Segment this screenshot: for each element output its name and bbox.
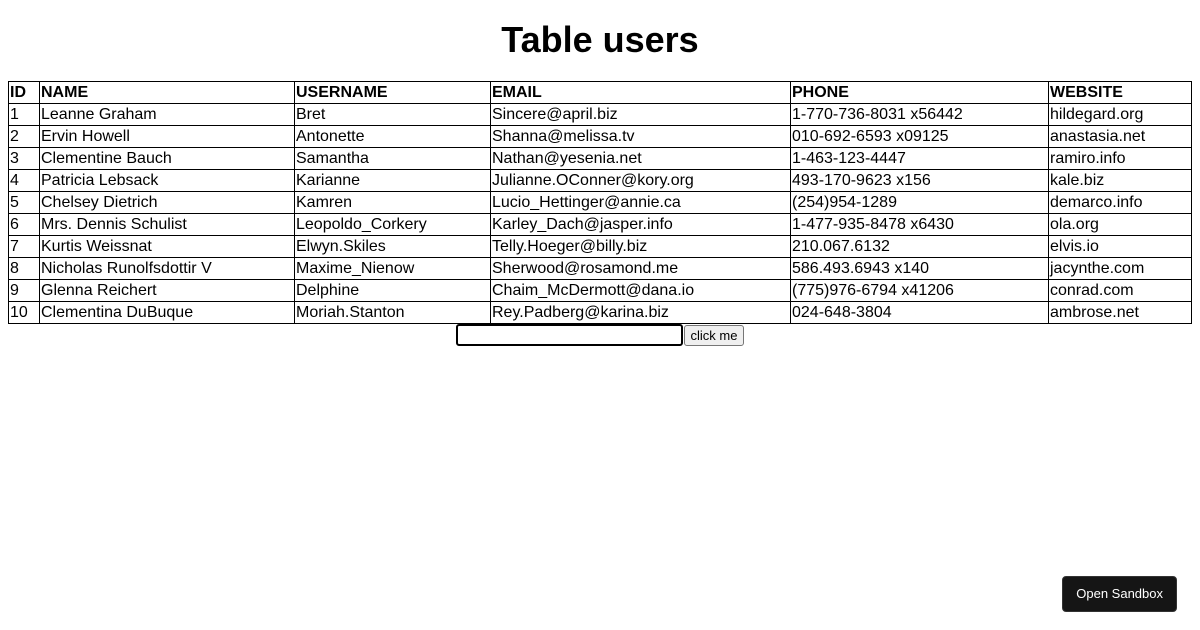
column-header-id: ID — [9, 82, 40, 104]
cell-website: conrad.com — [1049, 280, 1192, 302]
cell-username: Moriah.Stanton — [295, 302, 491, 324]
click-me-button[interactable]: click me — [684, 325, 745, 346]
cell-username: Samantha — [295, 148, 491, 170]
cell-website: demarco.info — [1049, 192, 1192, 214]
cell-username: Kamren — [295, 192, 491, 214]
table-row — [9, 302, 1192, 324]
cell-username: Karianne — [295, 170, 491, 192]
table-row — [9, 280, 1192, 302]
table-row — [9, 148, 1192, 170]
cell-id: 4 — [9, 170, 40, 192]
cell-phone: 493-170-9623 x156 — [791, 170, 1049, 192]
table-row — [9, 192, 1192, 214]
cell-email: Sherwood@rosamond.me — [491, 258, 791, 280]
cell-id: 10 — [9, 302, 40, 324]
text-input[interactable] — [456, 324, 683, 346]
column-header-phone: PHONE — [791, 82, 1049, 104]
cell-email: Nathan@yesenia.net — [491, 148, 791, 170]
cell-email: Karley_Dach@jasper.info — [491, 214, 791, 236]
cell-website: kale.biz — [1049, 170, 1192, 192]
column-header-email: EMAIL — [491, 82, 791, 104]
cell-email: Rey.Padberg@karina.biz — [491, 302, 791, 324]
cell-username: Elwyn.Skiles — [295, 236, 491, 258]
cell-id: 8 — [9, 258, 40, 280]
cell-phone: (775)976-6794 x41206 — [791, 280, 1049, 302]
users-table — [8, 81, 1192, 324]
table-row — [9, 236, 1192, 258]
cell-phone: 024-648-3804 — [791, 302, 1049, 324]
column-header-name: NAME — [40, 82, 295, 104]
cell-website: ola.org — [1049, 214, 1192, 236]
cell-name: Ervin Howell — [40, 126, 295, 148]
cell-email: Julianne.OConner@kory.org — [491, 170, 791, 192]
cell-name: Chelsey Dietrich — [40, 192, 295, 214]
cell-name: Clementina DuBuque — [40, 302, 295, 324]
table-row — [9, 214, 1192, 236]
input-form — [0, 324, 1200, 346]
table-header-row — [9, 82, 1192, 104]
cell-name: Nicholas Runolfsdottir V — [40, 258, 295, 280]
cell-id: 9 — [9, 280, 40, 302]
column-header-website: WEBSITE — [1049, 82, 1192, 104]
cell-phone: 010-692-6593 x09125 — [791, 126, 1049, 148]
cell-name: Leanne Graham — [40, 104, 295, 126]
cell-phone: 1-463-123-4447 — [791, 148, 1049, 170]
table-row — [9, 170, 1192, 192]
table-row — [9, 126, 1192, 148]
cell-phone: 586.493.6943 x140 — [791, 258, 1049, 280]
cell-email: Chaim_McDermott@dana.io — [491, 280, 791, 302]
cell-name: Patricia Lebsack — [40, 170, 295, 192]
cell-website: anastasia.net — [1049, 126, 1192, 148]
cell-website: ambrose.net — [1049, 302, 1192, 324]
cell-id: 7 — [9, 236, 40, 258]
cell-phone: 210.067.6132 — [791, 236, 1049, 258]
cell-phone: 1-770-736-8031 x56442 — [791, 104, 1049, 126]
cell-username: Antonette — [295, 126, 491, 148]
cell-name: Kurtis Weissnat — [40, 236, 295, 258]
table-row — [9, 104, 1192, 126]
open-sandbox-button[interactable]: Open Sandbox — [1062, 576, 1177, 612]
cell-name: Glenna Reichert — [40, 280, 295, 302]
cell-phone: (254)954-1289 — [791, 192, 1049, 214]
cell-id: 1 — [9, 104, 40, 126]
cell-website: elvis.io — [1049, 236, 1192, 258]
table-row — [9, 258, 1192, 280]
cell-website: ramiro.info — [1049, 148, 1192, 170]
cell-id: 6 — [9, 214, 40, 236]
cell-name: Clementine Bauch — [40, 148, 295, 170]
cell-name: Mrs. Dennis Schulist — [40, 214, 295, 236]
cell-email: Sincere@april.biz — [491, 104, 791, 126]
cell-email: Shanna@melissa.tv — [491, 126, 791, 148]
cell-username: Bret — [295, 104, 491, 126]
cell-id: 3 — [9, 148, 40, 170]
cell-email: Telly.Hoeger@billy.biz — [491, 236, 791, 258]
cell-username: Leopoldo_Corkery — [295, 214, 491, 236]
page-title: Table users — [501, 19, 699, 60]
cell-website: jacynthe.com — [1049, 258, 1192, 280]
cell-id: 2 — [9, 126, 40, 148]
cell-id: 5 — [9, 192, 40, 214]
cell-website: hildegard.org — [1049, 104, 1192, 126]
cell-username: Maxime_Nienow — [295, 258, 491, 280]
column-header-username: USERNAME — [295, 82, 491, 104]
cell-username: Delphine — [295, 280, 491, 302]
cell-email: Lucio_Hettinger@annie.ca — [491, 192, 791, 214]
cell-phone: 1-477-935-8478 x6430 — [791, 214, 1049, 236]
